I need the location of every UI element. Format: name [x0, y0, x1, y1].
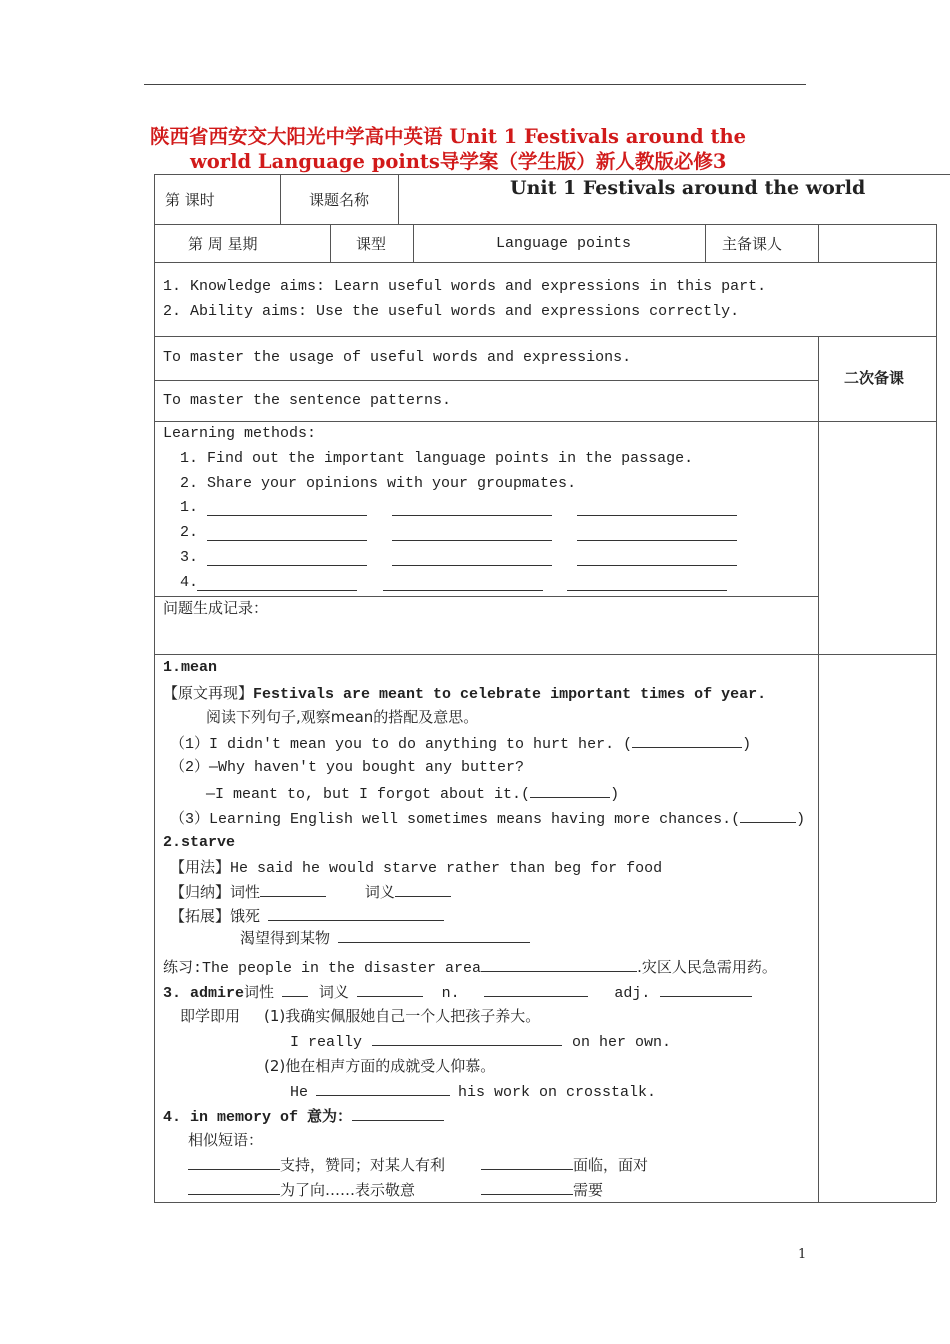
aim-knowledge: 1. Knowledge aims: Learn useful words and expressions in this part. — [163, 278, 767, 295]
s1-example-3: （3）Learning English well sometimes means having more chances.( ) — [170, 808, 805, 830]
s3-heading-row: 3. admire词性 词义 n. adj. — [163, 982, 752, 1004]
s4-similar-label: 相似短语： — [188, 1131, 264, 1149]
s3-adj-blank[interactable] — [660, 982, 752, 997]
s4-blank-4[interactable] — [481, 1180, 573, 1195]
s3-question-1: (1)我确实佩服她自己一个人把孩子养大。 — [264, 1007, 541, 1025]
type-label: 课型 — [356, 235, 387, 253]
teacher-label: 主备课人 — [722, 235, 783, 253]
s2-extension: 【拓展】饿死 — [170, 906, 444, 926]
topic-value: Unit 1 Festivals around the world — [510, 177, 866, 199]
s2-practice: 练习:The people in the disaster area .灾区人民急需用药。 — [163, 958, 777, 977]
type-value: Language points — [496, 235, 632, 252]
blank-num-2: 2. — [180, 524, 199, 541]
s1-example-2b: —I meant to, but I forgot about it.( ) — [206, 783, 619, 805]
s3-pos-blank[interactable] — [282, 982, 308, 997]
s4-blank-3[interactable] — [188, 1180, 280, 1195]
blank-num-4: 4. — [180, 574, 199, 591]
s4-blank-1[interactable] — [188, 1155, 280, 1170]
methods-heading: Learning methods: — [163, 425, 317, 442]
record-label: 问题生成记录： — [163, 599, 269, 617]
blank-num-1: 1. — [180, 499, 199, 516]
s1-answer-2[interactable] — [530, 783, 610, 798]
difficult-point: To master the sentence patterns. — [163, 392, 452, 409]
lesson-label: 第 课时 — [165, 191, 215, 209]
s4-phrase-row-3: 为了向……表示敬意 — [188, 1180, 415, 1200]
s1-orig-text: Festivals are meant to celebrate important times of year. — [253, 686, 767, 703]
top-rule — [144, 84, 806, 85]
s1-example-2a: （2）—Why haven't you bought any butter? — [170, 759, 525, 776]
s3-noun-blank[interactable] — [484, 982, 588, 997]
topic-label: 课题名称 — [309, 191, 370, 209]
s4-phrase-row-4: 需要 — [481, 1180, 603, 1200]
s1-example-1: （1）I didn't mean you to do anything to hurt her. ( ) — [170, 733, 751, 755]
s1-answer-1[interactable] — [632, 733, 742, 748]
s3-learn-label: 即学即用 — [180, 1007, 241, 1025]
s2-heading: 2.starve — [163, 834, 236, 851]
s3-question-2: (2)他在相声方面的成就受人仰慕。 — [264, 1057, 496, 1075]
s1-heading: 1.mean — [163, 659, 218, 676]
s2-pos-blank[interactable] — [260, 882, 326, 897]
s4-blank-2[interactable] — [481, 1155, 573, 1170]
method-1: 1. Find out the important language points in the passage. — [180, 450, 694, 467]
second-prep-label: 二次备课 — [844, 369, 905, 387]
s1-original — [163, 683, 766, 705]
s1-orig-tag: 【原文再现】 — [163, 684, 254, 702]
document-title — [150, 124, 830, 174]
page-number: 1 — [798, 1247, 807, 1262]
s3-answer-row-1: I really on her own. — [290, 1031, 671, 1053]
key-point: To master the usage of useful words and expressions. — [163, 349, 632, 366]
s3-answer-1[interactable] — [372, 1031, 562, 1046]
blank-num-3: 3. — [180, 549, 199, 566]
week-label: 第 周 星期 — [188, 235, 258, 253]
s2-practice-blank[interactable] — [481, 957, 637, 972]
s2-meaning-blank[interactable] — [395, 882, 451, 897]
s2-ext2-blank[interactable] — [338, 928, 530, 943]
s4-heading-row: 4. in memory of 意为： — [163, 1106, 444, 1128]
s4-phrase-row-1: 支持，赞同；对某人有利 — [188, 1155, 445, 1175]
aim-ability: 2. Ability aims: Use the useful words and expressions correctly. — [163, 303, 740, 320]
s3-answer-2[interactable] — [316, 1081, 450, 1096]
s4-meaning-blank[interactable] — [352, 1106, 444, 1121]
s2-ext1-blank[interactable] — [268, 906, 444, 921]
s3-answer-row-2: He his work on crosstalk. — [290, 1081, 656, 1103]
s3-meaning-blank[interactable] — [357, 982, 423, 997]
title-line-2: world Language points导学案（学生版）新人教版必修3 — [190, 150, 727, 173]
s1-answer-3[interactable] — [740, 808, 796, 823]
method-2: 2. Share your opinions with your groupmates. — [180, 475, 577, 492]
s1-instruction: 阅读下列句子,观察mean的搭配及意思。 — [206, 708, 479, 726]
s4-phrase-row-2: 面临，面对 — [481, 1155, 648, 1175]
title-line-1: 陕西省西安交大阳光中学高中英语 Unit 1 Festivals around the — [150, 125, 747, 148]
s2-usage: 【用法】He said he would starve rather than beg for food — [170, 858, 663, 877]
s2-inductive: 【归纳】词性 词义 — [170, 882, 451, 902]
s2-ext2: 渴望得到某物 — [240, 928, 530, 948]
